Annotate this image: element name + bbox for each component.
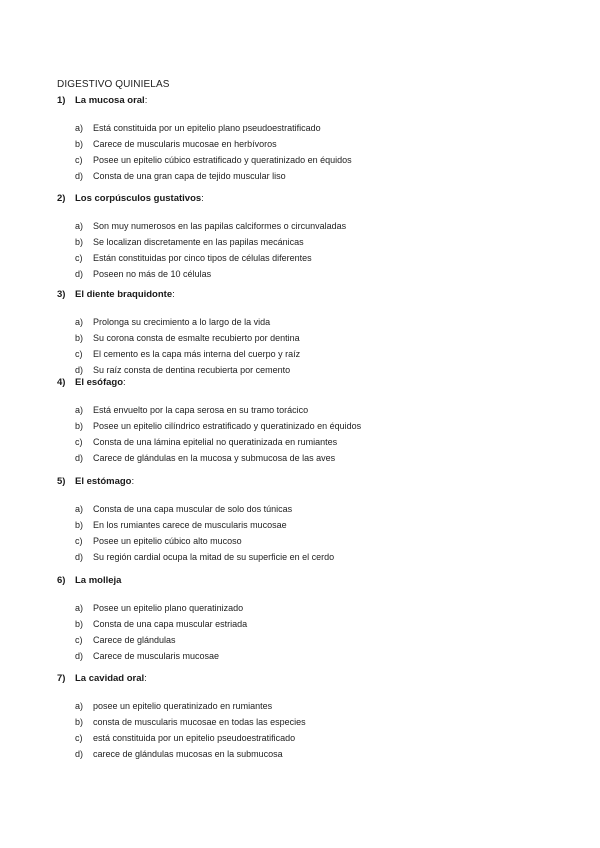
option-c: c) Posee un epitelio cúbico estratificado y queratinizado en équidos [75, 155, 352, 165]
question-header [57, 672, 557, 686]
question-header [57, 94, 557, 108]
option-b: b) Su corona consta de esmalte recubierto por dentina [75, 333, 300, 343]
option-b: b) Posee un epitelio cilíndrico estratificado y queratinizado en équidos [75, 421, 362, 431]
option-list [57, 503, 557, 567]
option-list [57, 404, 557, 468]
option-a: a) Consta de una capa muscular de solo dos túnicas [75, 504, 293, 514]
question-6 [57, 574, 557, 666]
question-header [57, 192, 557, 206]
question-title: La molleja [75, 575, 122, 586]
option-d: d) Consta de una gran capa de tejido muscular liso [75, 171, 286, 181]
option-list [57, 700, 557, 764]
option-d: d) Poseen no más de 10 células [75, 269, 212, 279]
option-d: d) Carece de glándulas en la mucosa y submucosa de las aves [75, 453, 336, 463]
question-2 [57, 192, 557, 284]
option-d: d) Su raíz consta de dentina recubierta por cemento [75, 365, 291, 375]
option-a: a) Posee un epitelio plano queratinizado [75, 603, 244, 613]
option-c: c) Carece de glándulas [75, 635, 176, 645]
option-d: d) carece de glándulas mucosas en la submucosa [75, 749, 283, 759]
question-number: 5) [57, 476, 66, 487]
option-d: d) Carece de muscularis mucosae [75, 651, 220, 661]
question-number: 2) [57, 193, 66, 204]
question-header [57, 288, 557, 302]
question-number: 3) [57, 289, 66, 300]
question-header [57, 475, 557, 489]
option-list [57, 602, 557, 666]
option-c: c) Consta de una lámina epitelial no queratinizada en rumiantes [75, 437, 338, 447]
option-b: b) Consta de una capa muscular estriada [75, 619, 248, 629]
document-title: DIGESTIVO QUINIELAS [57, 79, 170, 90]
question-3 [57, 288, 557, 380]
question-title: El diente braquidonte: [75, 289, 175, 300]
option-a: a) Está envuelto por la capa serosa en su tramo torácico [75, 405, 309, 415]
question-7 [57, 672, 557, 764]
question-1 [57, 94, 557, 186]
option-b: b) Carece de muscularis mucosae en herbívoros [75, 139, 277, 149]
option-d: d) Su región cardial ocupa la mitad de su superficie en el cerdo [75, 552, 335, 562]
question-4 [57, 376, 557, 468]
option-c: c) Posee un epitelio cúbico alto mucoso [75, 536, 242, 546]
option-list [57, 220, 557, 284]
question-5 [57, 475, 557, 567]
option-a: a) Prolonga su crecimiento a lo largo de la vida [75, 317, 271, 327]
option-c: c) El cemento es la capa más interna del cuerpo y raíz [75, 349, 301, 359]
option-list [57, 316, 557, 380]
question-title: El esófago: [75, 377, 126, 388]
option-a: a) Son muy numerosos en las papilas calciformes o circunvaladas [75, 221, 347, 231]
option-b: b) consta de muscularis mucosae en todas las especies [75, 717, 306, 727]
question-number: 6) [57, 575, 66, 586]
question-header [57, 574, 557, 588]
option-c: c) Están constituidas por cinco tipos de células diferentes [75, 253, 312, 263]
question-title: La mucosa oral: [75, 95, 148, 106]
question-title: El estómago: [75, 476, 135, 487]
question-number: 7) [57, 673, 66, 684]
option-a: a) posee un epitelio queratinizado en rumiantes [75, 701, 273, 711]
question-number: 1) [57, 95, 66, 106]
option-list [57, 122, 557, 186]
option-c: c) está constituida por un epitelio pseudoestratificado [75, 733, 296, 743]
option-b: b) Se localizan discretamente en las papilas mecánicas [75, 237, 304, 247]
question-number: 4) [57, 377, 66, 388]
question-title: Los corpúsculos gustativos: [75, 193, 204, 204]
question-title: La cavidad oral: [75, 673, 147, 684]
question-header [57, 376, 557, 390]
option-b: b) En los rumiantes carece de muscularis mucosae [75, 520, 287, 530]
option-a: a) Está constituida por un epitelio plano pseudoestratificado [75, 123, 321, 133]
